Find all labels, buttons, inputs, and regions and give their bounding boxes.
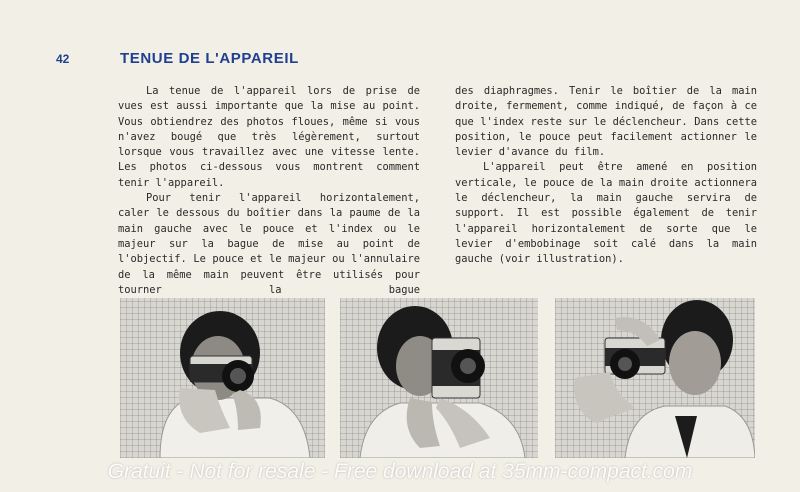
page-title: TENUE DE L'APPAREIL: [120, 50, 299, 67]
left-text-column: [118, 84, 420, 298]
watermark: Gratuit - Not for resale - Free download at 35mm-compact.com: [107, 460, 693, 483]
photo-horizontal-hold: [120, 298, 325, 458]
right-paragraph-2: L'appareil peut être amené en position verticale, le pouce de la main droite actionnera le déclencheur, la main gauche servira de support. Il est possible également de tenir l'appareil horizontalement de sorte que le levier d'embobinage soit calé dans la main gauche (voir illustration).: [455, 161, 757, 266]
left-paragraph-1: La tenue de l'appareil lors de prise de vues est aussi importante que la mise au point. Vous obtiendrez des photos floues, même si vous n'avez bougé que très légèrement, surtout lorsque vous travaillez avec une vitesse lente. Les photos ci-dessous vous montrent comment tenir l'appareil.: [118, 85, 420, 189]
photo-left-hand-hold: [555, 298, 755, 458]
right-text-column: [455, 84, 757, 268]
left-paragraph-2: Pour tenir l'appareil horizontalement, caler le dessous du boîtier dans la paume de la main gauche avec le pouce et l'index ou le majeur sur la bague de mise au point de l'objectif. Le pouce et le majeur ou l'annulaire de la même main peuvent être utilisés pour tourner la bague: [118, 192, 420, 296]
page-number: 42: [56, 52, 70, 66]
photo-vertical-hold: [340, 298, 538, 458]
right-paragraph-1: des diaphragmes. Tenir le boîtier de la main droite, fermement, comme indiqué, de façon à ce que l'index reste sur le déclencheur. Dans cette position, le pouce peut facilement actionner le levier d'avance du film.: [455, 85, 757, 159]
